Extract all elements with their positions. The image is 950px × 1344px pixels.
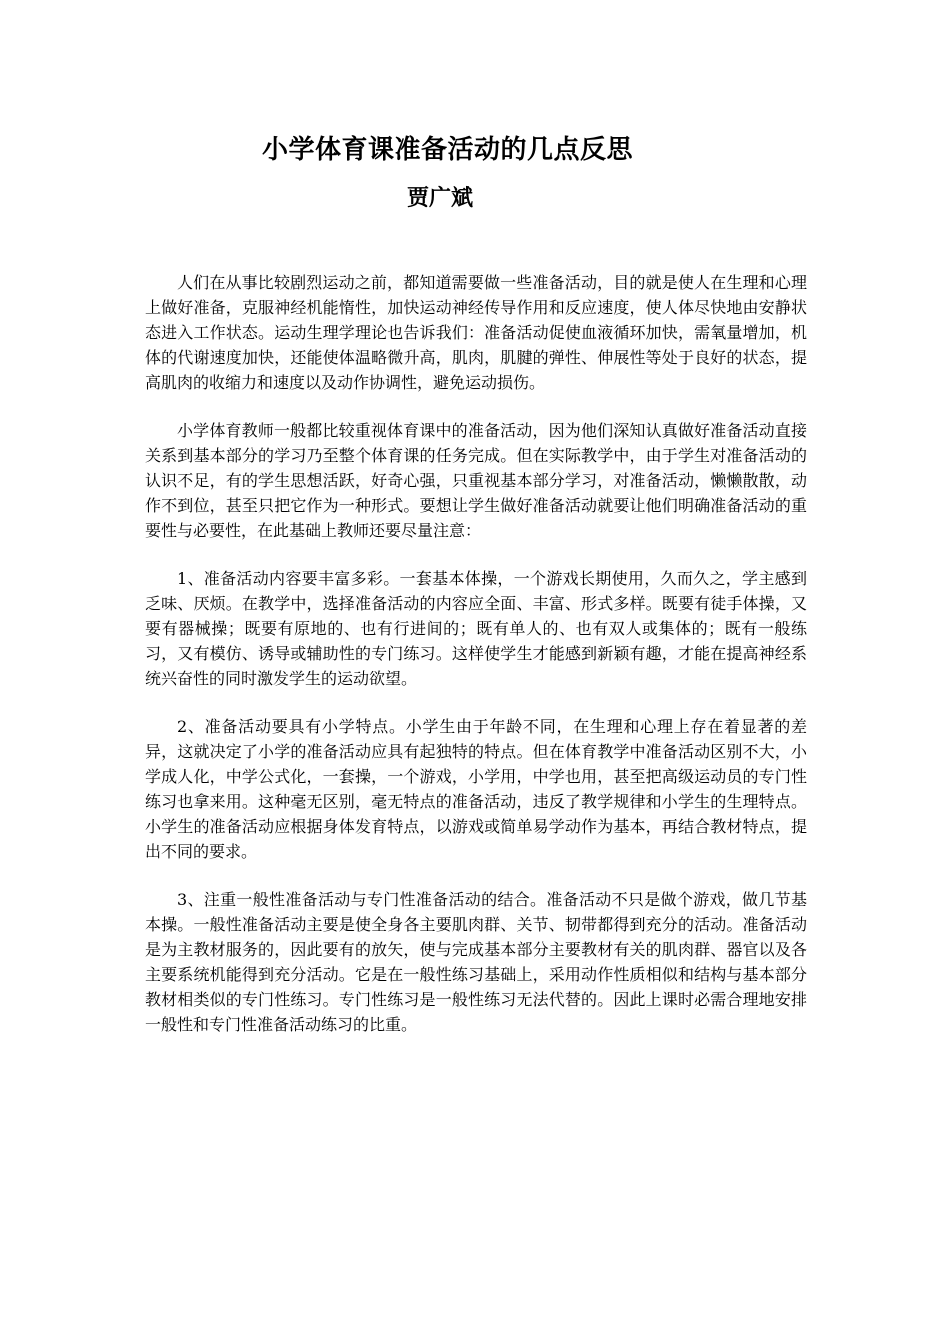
paragraph-point-1: 1、准备活动内容要丰富多彩。一套基本体操，一个游戏长期使用，久而久之，学主感到乏味、厌烦。在教学中，选择准备活动的内容应全面、丰富、形式多样。既要有徒手体操，又要有器械操；既要有原地的、也有行进间的；既有单人的、也有双人或集体的；既有一般练习，又有模仿、诱导或辅助性的专门练习。这样使学生才能感到新颖有趣，才能在提高神经系统兴奋性的同时激发学生的运动欲望。 (145, 569, 807, 688)
paragraph-point-2: 2、准备活动要具有小学特点。小学生由于年龄不同，在生理和心理上存在着显著的差异，这就决定了小学的准备活动应具有起独特的特点。但在体育教学中准备活动区别不大，小学成人化，中学公式化，一套操，一个游戏，小学用，中学也用，甚至把高级运动员的专门性练习也拿来用。这种毫无区别，毫无特点的准备活动，违反了教学规律和小学生的生理特点。小学生的准备活动应根据身体发育特点，以游戏或简单易学动作为基本，再结合教材特点，提出不同的要求。 (145, 717, 807, 861)
paragraph-intro: 人们在从事比较剧烈运动之前，都知道需要做一些准备活动，目的就是使人在生理和心理上做好准备，克服神经机能惰性，加快运动神经传导作用和反应速度，使人体尽快地由安静状态进入工作状态。运动生理学理论也告诉我们：准备活动促使血液循环加快，需氧量增加，机体的代谢速度加快，还能使体温略微升高，肌肉，肌腱的弹性、伸展性等处于良好的状态，提高肌肉的收缩力和速度以及动作协调性，避免运动损伤。 (145, 273, 807, 392)
document-body (145, 270, 807, 1060)
paragraph-point-3: 3、注重一般性准备活动与专门性准备活动的结合。准备活动不只是做个游戏，做几节基本操。一般性准备活动主要是使全身各主要肌肉群、关节、韧带都得到充分的活动。准备活动是为主教材服务的，因此要有的放矢，使与完成基本部分主要教材有关的肌肉群、器官以及各主要系统机能得到充分活动。它是在一般性练习基础上，采用动作性质相似和结构与基本部分教材相类似的专门性练习。专门性练习是一般性练习无法代替的。因此上课时必需合理地安排一般性和专门性准备活动练习的比重。 (145, 890, 807, 1034)
document-author: 贾广斌 (406, 185, 473, 211)
document-title: 小学体育课准备活动的几点反思 (261, 135, 633, 165)
paragraph-teachers: 小学体育教师一般都比较重视体育课中的准备活动，因为他们深知认真做好准备活动直接关系到基本部分的学习乃至整个体育课的任务完成。但在实际教学中，由于学生对准备活动的认识不足，有的学生思想活跃，好奇心强，只重视基本部分学习，对准备活动，懒懒散散，动作不到位，甚至只把它作为一种形式。要想让学生做好准备活动就要让他们明确准备活动的重要性与必要性，在此基础上教师还要尽量注意： (145, 421, 807, 540)
